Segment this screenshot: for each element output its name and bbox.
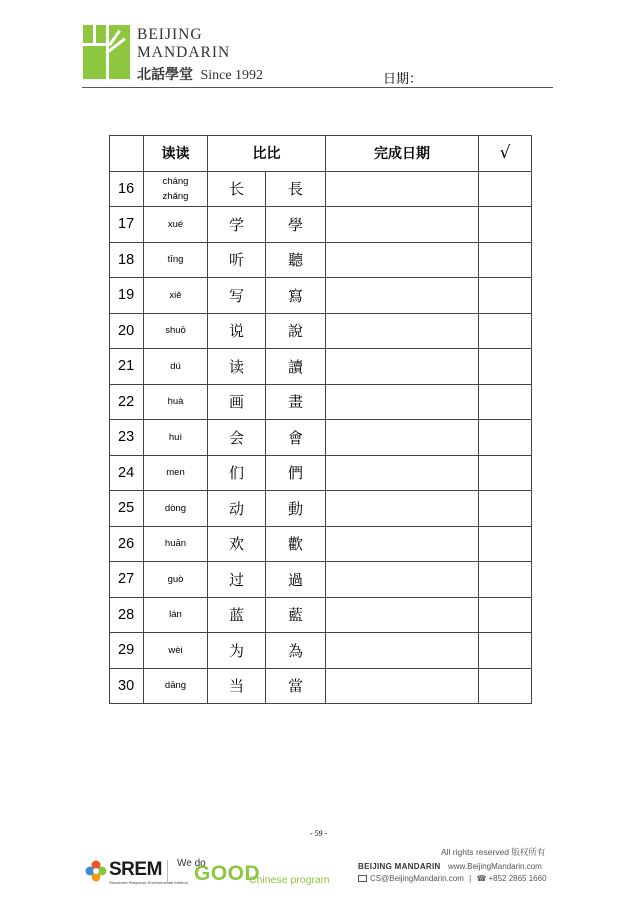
footer-separator [167, 860, 168, 884]
completion-date-cell[interactable] [326, 526, 479, 562]
pinyin-cell [144, 349, 208, 385]
srem-tagline: Structured Response Environmental Method [109, 880, 188, 885]
pinyin-text: wèi [168, 644, 183, 656]
row-number: 19 [110, 278, 144, 314]
table-row [110, 171, 532, 207]
check-cell[interactable] [479, 597, 532, 633]
simplified-char: 读 [208, 349, 266, 385]
table-row [110, 526, 532, 562]
simplified-char: 们 [208, 455, 266, 491]
table-row [110, 597, 532, 633]
simplified-char: 当 [208, 668, 266, 704]
table-row [110, 207, 532, 243]
table-row [110, 278, 532, 314]
table-row [110, 562, 532, 598]
logo-chinese-name: 北話學堂 [137, 67, 193, 83]
check-cell[interactable] [479, 420, 532, 456]
check-cell[interactable] [479, 349, 532, 385]
we-do-text: We do [177, 858, 206, 869]
traditional-char: 學 [266, 207, 326, 243]
pinyin-cell [144, 668, 208, 704]
logo-subline [137, 64, 263, 84]
simplified-char: 写 [208, 278, 266, 314]
pinyin-text: huà [167, 396, 184, 408]
pinyin-text: shuō [165, 325, 186, 337]
completion-date-cell[interactable] [326, 668, 479, 704]
simplified-char: 欢 [208, 526, 266, 562]
website-link[interactable]: www.BeijingMandarin.com [448, 862, 542, 871]
check-cell[interactable] [479, 562, 532, 598]
pinyin-cell [144, 207, 208, 243]
traditional-char: 過 [266, 562, 326, 598]
traditional-char: 為 [266, 633, 326, 669]
completion-date-cell[interactable] [326, 491, 479, 527]
footer-banner [82, 857, 560, 887]
row-number: 21 [110, 349, 144, 385]
traditional-char: 寫 [266, 278, 326, 314]
pinyin-cell [144, 455, 208, 491]
check-cell[interactable] [479, 384, 532, 420]
traditional-char: 讀 [266, 349, 326, 385]
table-row [110, 384, 532, 420]
good-text: GOOD [194, 862, 261, 885]
phone-number: +852 2865 1660 [488, 874, 547, 883]
pinyin-text: dòng [164, 502, 187, 514]
row-number: 24 [110, 455, 144, 491]
simplified-char: 为 [208, 633, 266, 669]
pinyin-cell [144, 633, 208, 669]
check-cell[interactable] [479, 207, 532, 243]
completion-date-cell[interactable] [326, 420, 479, 456]
logo-mark-icon [83, 25, 130, 79]
table-row [110, 420, 532, 456]
check-cell[interactable] [479, 668, 532, 704]
mail-icon [358, 875, 367, 882]
check-cell[interactable] [479, 526, 532, 562]
date-label: 日期： [383, 72, 423, 87]
worksheet-table [109, 135, 532, 704]
check-cell[interactable] [479, 455, 532, 491]
pinyin-text: guò [167, 573, 184, 585]
chinese-program-text: Chinese program [249, 874, 330, 886]
pinyin-text: huān [164, 538, 187, 550]
srem-logo-text: SREM [109, 859, 162, 880]
traditional-char: 會 [266, 420, 326, 456]
pinyin-cell [144, 526, 208, 562]
table-row [110, 668, 532, 704]
logo-line-2: MANDARIN [137, 44, 231, 61]
table-body [110, 171, 532, 704]
traditional-char: 們 [266, 455, 326, 491]
table-row [110, 242, 532, 278]
completion-date-cell[interactable] [326, 313, 479, 349]
page-number: - 59 - [310, 829, 328, 838]
pinyin-text: lán [169, 609, 182, 621]
row-number: 18 [110, 242, 144, 278]
traditional-char: 說 [266, 313, 326, 349]
check-cell[interactable] [479, 171, 532, 207]
pinyin-cell [144, 171, 208, 207]
traditional-char: 歡 [266, 526, 326, 562]
completion-date-cell[interactable] [326, 349, 479, 385]
row-number: 25 [110, 491, 144, 527]
check-cell[interactable] [479, 242, 532, 278]
row-number: 23 [110, 420, 144, 456]
completion-date-cell[interactable] [326, 562, 479, 598]
header-check: √ [479, 136, 532, 172]
pinyin-cell [144, 491, 208, 527]
simplified-char: 画 [208, 384, 266, 420]
table-header-row [110, 136, 532, 172]
header-compare: 比比 [208, 136, 326, 172]
completion-date-cell[interactable] [326, 278, 479, 314]
row-number: 26 [110, 526, 144, 562]
traditional-char: 長 [266, 171, 326, 207]
simplified-char: 过 [208, 562, 266, 598]
row-number: 17 [110, 207, 144, 243]
table-row [110, 349, 532, 385]
simplified-char: 听 [208, 242, 266, 278]
logo-wordmark [137, 27, 230, 63]
check-cell[interactable] [479, 633, 532, 669]
row-number: 27 [110, 562, 144, 598]
pinyin-cell [144, 384, 208, 420]
simplified-char: 长 [208, 171, 266, 207]
pinyin-cell [144, 278, 208, 314]
check-cell[interactable] [479, 491, 532, 527]
pinyin-cell [144, 597, 208, 633]
pinyin-text: cháng [162, 175, 189, 187]
traditional-char: 當 [266, 668, 326, 704]
logo-since: Since 1992 [200, 68, 264, 83]
completion-date-cell[interactable] [326, 633, 479, 669]
traditional-char: 藍 [266, 597, 326, 633]
pinyin-text: zhǎng [162, 190, 189, 202]
completion-date-cell[interactable] [326, 207, 479, 243]
simplified-char: 学 [208, 207, 266, 243]
pinyin-cell [144, 313, 208, 349]
row-number: 28 [110, 597, 144, 633]
check-cell[interactable] [479, 278, 532, 314]
check-cell[interactable] [479, 313, 532, 349]
simplified-char: 说 [208, 313, 266, 349]
traditional-char: 聽 [266, 242, 326, 278]
logo-line-1: BEIJING [137, 26, 203, 43]
simplified-char: 会 [208, 420, 266, 456]
company-name: BEIJING MANDARIN [358, 862, 441, 871]
pinyin-text: xiě [169, 289, 182, 301]
pinyin-text: dāng [164, 680, 187, 692]
rights-notice: All rights reserved 版权所有 [441, 847, 546, 857]
simplified-char: 蓝 [208, 597, 266, 633]
row-number: 16 [110, 171, 144, 207]
header-divider [82, 87, 553, 88]
completion-date-cell[interactable] [326, 597, 479, 633]
simplified-char: 动 [208, 491, 266, 527]
row-number: 20 [110, 313, 144, 349]
table-row [110, 313, 532, 349]
header-number-cell [110, 136, 144, 172]
pinyin-text: tīng [167, 254, 184, 266]
completion-date-cell[interactable] [326, 171, 479, 207]
completion-date-cell[interactable] [326, 455, 479, 491]
email-link[interactable]: CS@BeijingMandarin.com [370, 874, 464, 883]
pinyin-cell [144, 242, 208, 278]
pinyin-cell [144, 420, 208, 456]
row-number: 22 [110, 384, 144, 420]
traditional-char: 動 [266, 491, 326, 527]
completion-date-cell[interactable] [326, 242, 479, 278]
row-number: 30 [110, 668, 144, 704]
pinyin-text: huì [168, 431, 183, 443]
contact-line: CS@BeijingMandarin.com | ☎ +852 2865 1660 [358, 874, 547, 883]
pinyin-cell [144, 562, 208, 598]
srem-flower-icon [85, 860, 107, 882]
pinyin-text: men [166, 467, 185, 479]
table-row [110, 455, 532, 491]
table-row [110, 491, 532, 527]
pinyin-text: dú [170, 360, 181, 372]
row-number: 29 [110, 633, 144, 669]
header-read: 读读 [144, 136, 208, 172]
header-completion-date: 完成日期 [326, 136, 479, 172]
traditional-char: 畫 [266, 384, 326, 420]
completion-date-cell[interactable] [326, 384, 479, 420]
pinyin-text: xué [167, 218, 184, 230]
phone-icon: ☎ [476, 874, 487, 883]
table-row [110, 633, 532, 669]
